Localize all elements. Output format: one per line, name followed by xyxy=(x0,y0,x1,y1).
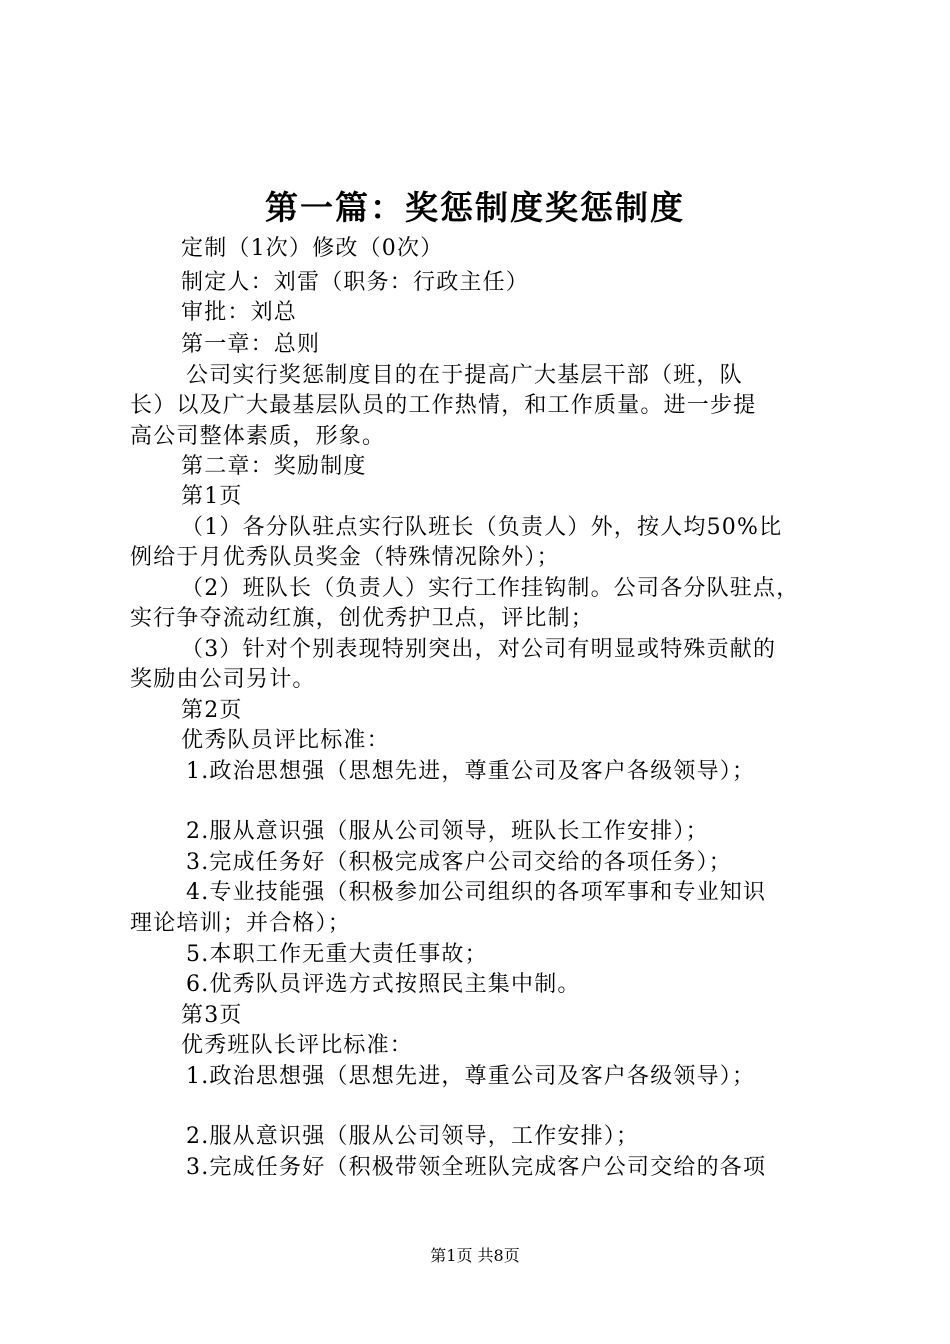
page-footer: 第1页 共8页 xyxy=(430,1246,520,1265)
chapter-heading: 第二章：奖励制度 xyxy=(181,454,367,479)
paragraph-line: 实行争夺流动红旗，创优秀护卫点，评比制； xyxy=(130,606,595,631)
list-item: 理论培训；并合格）； xyxy=(130,911,352,936)
chapter-heading: 第一章：总则 xyxy=(181,332,321,357)
paragraph-line: 定制（1次）修改（0次） xyxy=(181,236,444,261)
list-item: 6.优秀队员评选方式按照民主集中制。 xyxy=(186,972,581,997)
paragraph-line: 例给于月优秀队员奖金（特殊情况除外）； xyxy=(130,545,560,570)
document-title: 第一篇：奖惩制度奖惩制度 xyxy=(265,188,685,227)
paragraph-line: 制定人：刘雷（职务：行政主任） xyxy=(181,270,530,295)
paragraph-line: 奖励由公司另计。 xyxy=(130,667,316,692)
list-item: 4.专业技能强（积极参加公司组织的各项军事和专业知识 xyxy=(186,880,767,905)
section-heading: 优秀队员评比标准： xyxy=(181,728,390,753)
paragraph-line: 公司实行奖惩制度目的在于提高广大基层干部（班，队 xyxy=(186,363,743,388)
list-item: 3.完成任务好（积极带领全班队完成客户公司交给的各项 xyxy=(186,1155,767,1180)
section-heading: 优秀班队长评比标准： xyxy=(181,1033,414,1058)
paragraph-line: 高公司整体素质，形象。 xyxy=(130,424,386,449)
paragraph-line: （1）各分队驻点实行队班长（负责人）外，按人均50%比 xyxy=(181,515,783,540)
paragraph-line: （2）班队长（负责人）实行工作挂钩制。公司各分队驻点， xyxy=(181,576,800,601)
page-marker: 第1页 xyxy=(181,484,243,509)
paragraph-line: 审批：刘总 xyxy=(181,300,298,325)
paragraph-line: （3）针对个别表现特别突出，对公司有明显或特殊贡献的 xyxy=(181,637,777,662)
list-item: 3.完成任务好（积极完成客户公司交给的各项任务）； xyxy=(186,850,732,875)
list-item: 1.政治思想强（思想先进，尊重公司及客户各级领导）； xyxy=(186,1064,756,1089)
list-item: 2.服从意识强（服从公司领导，班队长工作安排）； xyxy=(186,819,709,844)
list-item: 2.服从意识强（服从公司领导，工作安排）； xyxy=(186,1124,640,1149)
paragraph-line: 长）以及广大最基层队员的工作热情，和工作质量。进一步提 xyxy=(130,393,757,418)
list-item: 1.政治思想强（思想先进，尊重公司及客户各级领导）； xyxy=(186,759,756,784)
list-item: 5.本职工作无重大责任事故； xyxy=(186,942,488,967)
page-marker: 第3页 xyxy=(181,1003,243,1028)
page-marker: 第2页 xyxy=(181,698,243,723)
